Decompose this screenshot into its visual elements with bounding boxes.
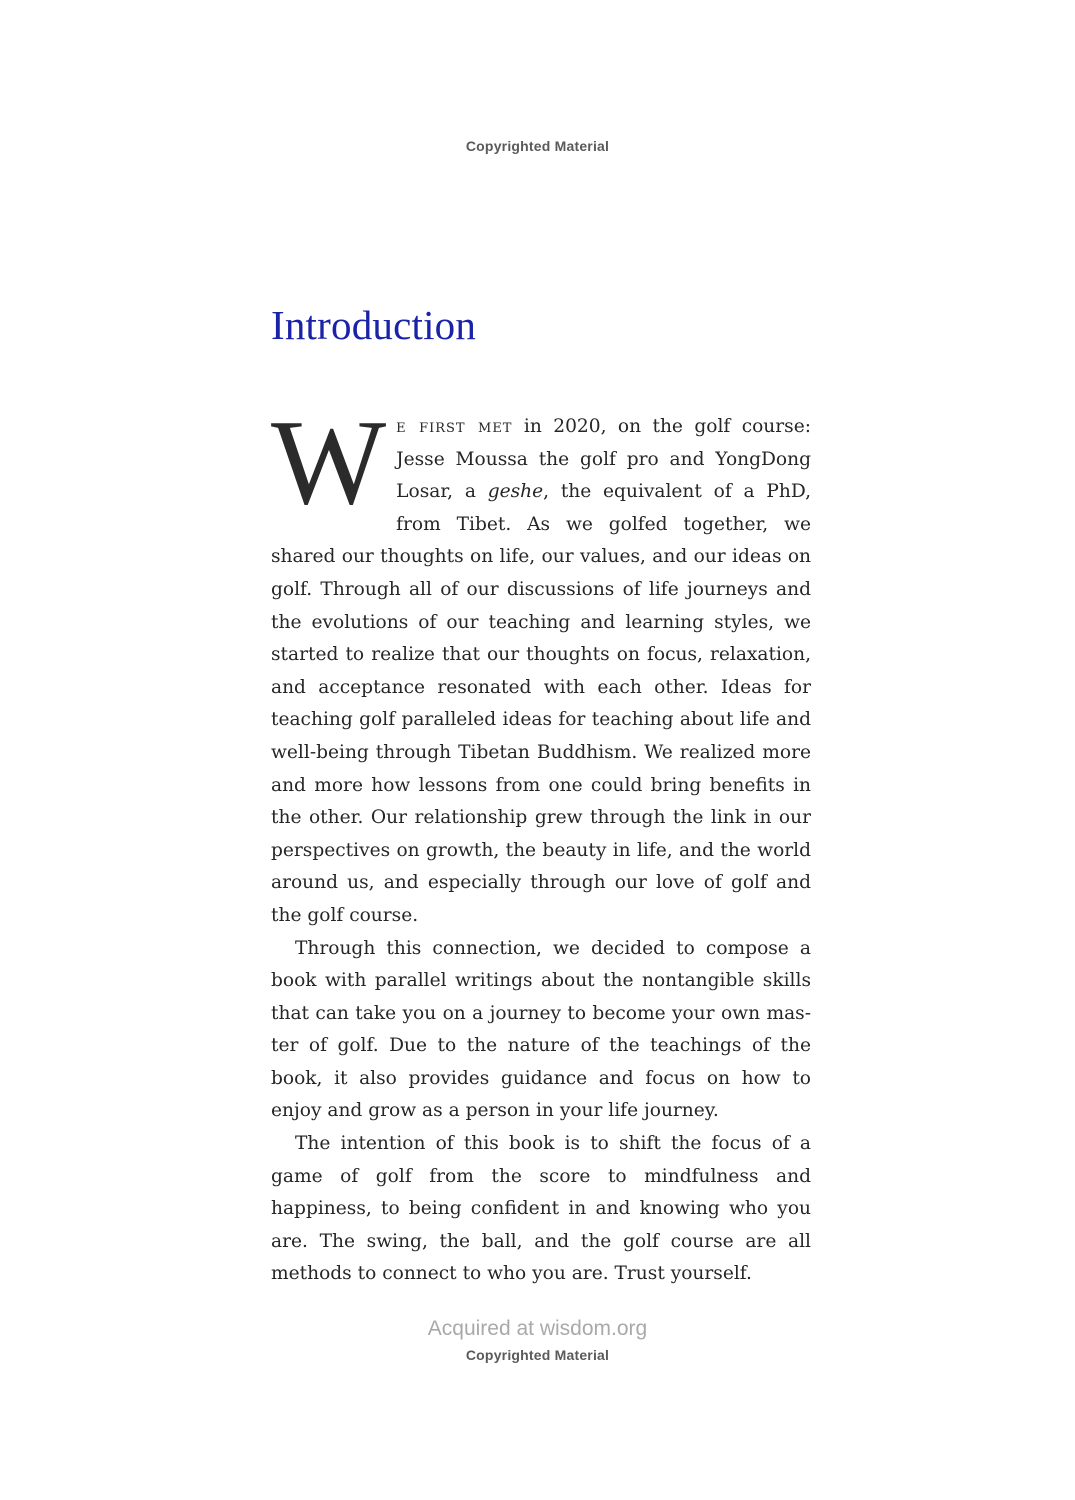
chapter-body (271, 395, 811, 1291)
paragraph-2: Through this connection, we decided to compose a book with parallel writings about the nontangible skills that can take you on a journey to become your own master of golf. Due to the nature of the teachings of the book, it also provides guidance and focus on how to enjoy and grow as a person in your life journey. (271, 937, 811, 1122)
source-watermark: Acquired at wisdom.org (427, 1317, 648, 1340)
paragraph-3: The intention of this book is to shift the focus of a game of golf from the score to mindfulness and happiness, to being confident in and knowing who you are. The swing, the ball, and the golf course are all methods to connect to who you are. Trust yourself. (271, 1133, 811, 1285)
paragraph-1 (271, 395, 811, 933)
paragraph-1-text-a: in 2020, on the golf course: Jesse Moussa the golf pro and YongDong Losar, a (396, 416, 811, 503)
copyright-notice-bottom: Copyrighted Material (465, 1347, 610, 1363)
paragraph-1-text-b: , the equivalent of a PhD, from Tibet. As we golfed together, we shared our thoughts on life, our values, and our ideas on golf. Through all of our discussions of life journeys and the evolutions of our teaching and learning styles, we started to realize that our thoughts on focus, relaxation, and acceptance resonated with each other. Ideas for teaching golf paralleled ideas for teaching about life and well-being through Tibetan Buddhism. We realized more and more how lessons from one could bring benefits in the other. Our relationship grew through the link in our perspectives on growth, the beauty in life, and the world around us, and especially through our love of golf and the golf course. (271, 481, 811, 926)
paragraph-1-emphasis: geshe (487, 481, 544, 503)
chapter-title: Introduction (271, 302, 477, 348)
copyright-notice-top: Copyrighted Material (465, 138, 610, 154)
drop-cap: W (271, 395, 387, 530)
lead-in-small-caps: e first met (396, 416, 513, 437)
